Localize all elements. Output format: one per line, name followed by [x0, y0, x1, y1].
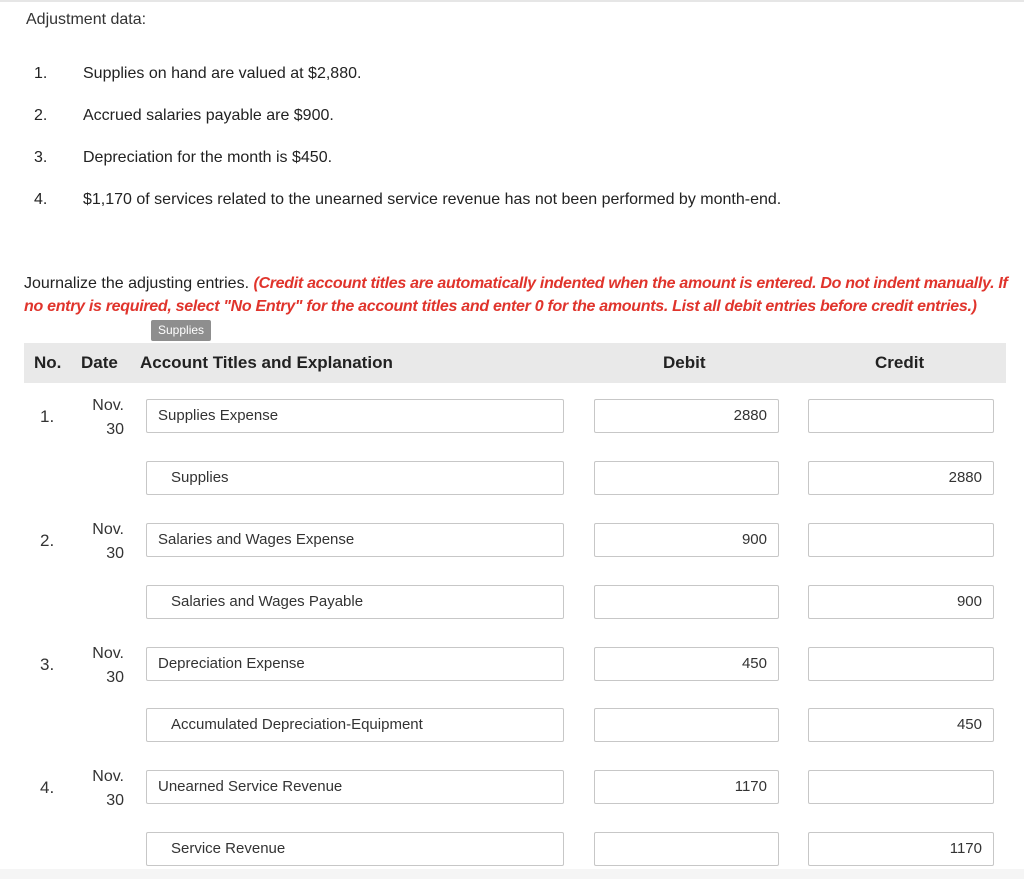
entry-date: [82, 765, 124, 813]
header-no: No.: [34, 353, 62, 372]
header-debit: Debit: [663, 353, 706, 372]
top-divider: [0, 0, 1024, 2]
debit-input[interactable]: 1170: [594, 770, 779, 804]
adjustment-item-text: Depreciation for the month is $450.: [83, 149, 333, 166]
adjustment-data-title: Adjustment data:: [26, 11, 147, 28]
adjustment-item-number: 3.: [34, 149, 48, 166]
entry-day: 30: [106, 669, 124, 686]
credit-input[interactable]: 2880: [808, 461, 994, 495]
credit-input[interactable]: 900: [808, 585, 994, 619]
account-title-input[interactable]: Supplies Expense: [146, 399, 564, 433]
adjustment-item: [0, 149, 1000, 173]
credit-input[interactable]: [808, 647, 994, 681]
entry-day: 30: [106, 792, 124, 809]
entry-day: 30: [106, 545, 124, 562]
debit-input[interactable]: 450: [594, 647, 779, 681]
debit-input[interactable]: 2880: [594, 399, 779, 433]
instructions: [24, 272, 1014, 318]
header-date: Date: [81, 353, 118, 372]
adjustment-item-text: Supplies on hand are valued at $2,880.: [83, 65, 362, 82]
adjustment-item-text: Accrued salaries payable are $900.: [83, 107, 334, 124]
account-title-input[interactable]: Service Revenue: [146, 832, 564, 866]
adjustment-item-number: 2.: [34, 107, 48, 124]
debit-input[interactable]: [594, 585, 779, 619]
account-title-input[interactable]: Salaries and Wages Payable: [146, 585, 564, 619]
account-title-input[interactable]: Accumulated Depreciation-Equipment: [146, 708, 564, 742]
entry-number: 3.: [40, 655, 55, 674]
adjustment-item: [0, 107, 1000, 131]
journal-table-header: [24, 343, 1006, 383]
entry-month: Nov.: [92, 397, 124, 414]
entry-month: Nov.: [92, 645, 124, 662]
entry-number: 2.: [40, 531, 55, 550]
account-title-input[interactable]: Salaries and Wages Expense: [146, 523, 564, 557]
entry-date: [82, 518, 124, 566]
account-title-input[interactable]: Supplies: [146, 461, 564, 495]
header-credit: Credit: [875, 353, 925, 372]
adjustment-item-number: 4.: [34, 191, 48, 208]
credit-input[interactable]: [808, 523, 994, 557]
bottom-shade: [0, 869, 1024, 879]
entry-day: 30: [106, 421, 124, 438]
credit-input[interactable]: [808, 770, 994, 804]
adjustment-item-text: $1,170 of services related to the unearned service revenue has not been performed by month-end.: [83, 191, 782, 208]
instructions-lead: Journalize the adjusting entries.: [24, 275, 254, 292]
debit-input[interactable]: 900: [594, 523, 779, 557]
entry-date: [82, 642, 124, 690]
debit-input[interactable]: [594, 708, 779, 742]
credit-input[interactable]: [808, 399, 994, 433]
instructions-note: (Credit account titles are automatically indented when the amount is entered. Do not indent manually. If no entry is required, select "No Entry" for the account titles and enter 0 for the amounts. List all debit entries before credit entries.): [24, 275, 1008, 315]
entry-number: 1.: [40, 407, 55, 426]
debit-input[interactable]: [594, 461, 779, 495]
adjustment-item-number: 1.: [34, 65, 48, 82]
credit-input[interactable]: 1170: [808, 832, 994, 866]
debit-input[interactable]: [594, 832, 779, 866]
credit-input[interactable]: 450: [808, 708, 994, 742]
entry-number: 4.: [40, 778, 55, 797]
entry-date: [82, 394, 124, 442]
account-title-input[interactable]: Depreciation Expense: [146, 647, 564, 681]
account-title-input[interactable]: Unearned Service Revenue: [146, 770, 564, 804]
account-tooltip: Supplies: [151, 320, 211, 341]
header-account-titles: Account Titles and Explanation: [140, 353, 393, 372]
adjustment-item: [0, 65, 1000, 89]
adjustment-item: [0, 191, 1000, 215]
entry-month: Nov.: [92, 768, 124, 785]
entry-month: Nov.: [92, 521, 124, 538]
